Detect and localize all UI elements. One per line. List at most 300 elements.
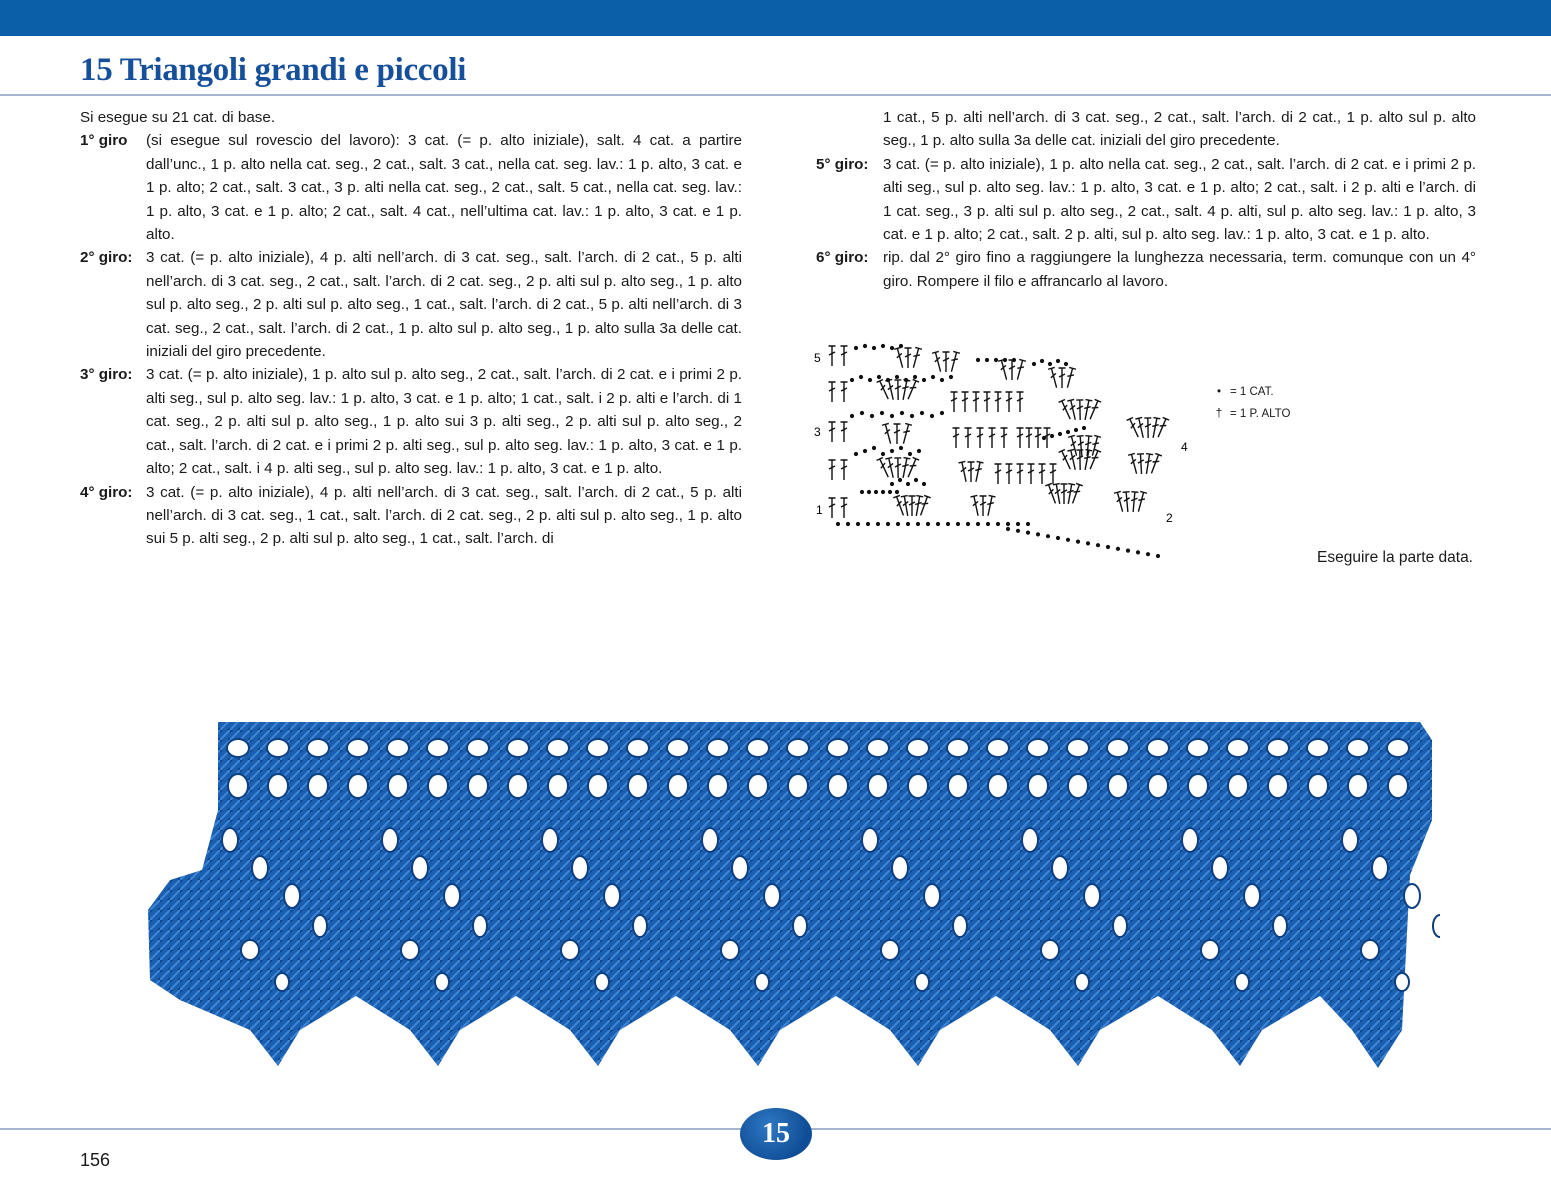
round-label: 5° giro: xyxy=(816,155,869,173)
chain-stitch-symbol xyxy=(881,344,885,348)
round-label: 4° giro: xyxy=(80,483,133,501)
chain-stitch-symbol xyxy=(856,522,860,526)
double-crochet-symbol xyxy=(1130,492,1139,513)
chain-stitch-symbol xyxy=(906,522,910,526)
lace-hole xyxy=(1182,828,1198,852)
lace-hole xyxy=(1022,828,1038,852)
lace-hole xyxy=(1308,774,1328,798)
chain-stitch-symbol xyxy=(1016,522,1020,526)
double-crochet-symbol xyxy=(989,428,996,448)
double-crochet-symbol xyxy=(1028,464,1035,484)
double-crochet-symbol xyxy=(829,498,836,518)
lace-hole xyxy=(988,774,1008,798)
double-crochet-symbol xyxy=(984,392,991,412)
lace-hole xyxy=(1113,915,1127,937)
chain-stitch-symbol xyxy=(1003,358,1007,362)
double-crochet-symbol xyxy=(1123,492,1132,513)
double-crochet-symbol xyxy=(948,351,960,372)
double-crochet-symbol xyxy=(980,496,987,516)
chain-stitch-symbol xyxy=(1056,536,1060,540)
lace-hole xyxy=(828,774,848,798)
round-text: 3 cat. (= p. alto iniziale), 4 p. alti nell’arch. di 3 cat. seg., salt. l’arch. di 2 cat., 5 p. alti nell’arch. di 3 cat. seg., 2 cat., salt. l’arch. di 2 cat. seg., 2 p. alti sul p. alto seg., 1 p. alto sul p. alto seg., 2 p. alti sul p. alto seg., 1 cat., salt. l’arch. di 2 cat., 5 p. alti nell’arch. di 3 cat. seg., 2 cat., salt. l’arch. di 2 cat., 1 p. alto sul p. alto seg., 1 p. alto sulla 3a delle cat. iniziali del giro precedente. xyxy=(146,249,742,361)
lace-hole xyxy=(1075,973,1089,991)
lace-hole xyxy=(1201,940,1219,960)
lace-hole xyxy=(444,884,460,908)
diagram-caption: Eseguire la parte data. xyxy=(1317,549,1473,566)
lace-hole xyxy=(508,774,528,798)
double-crochet-symbol xyxy=(829,422,836,442)
lace-hole xyxy=(1273,915,1287,937)
round-label: 6° giro: xyxy=(816,249,869,267)
chain-stitch-symbol xyxy=(836,522,840,526)
chain-stitch-symbol xyxy=(1156,554,1160,558)
double-crochet-symbol xyxy=(973,392,980,412)
chain-stitch-symbol xyxy=(1146,552,1150,556)
double-crochet-symbol xyxy=(1068,435,1080,456)
chain-stitch-symbol xyxy=(1050,434,1054,438)
lace-hole xyxy=(707,739,729,757)
lace-hole xyxy=(732,856,748,880)
double-crochet-symbol xyxy=(1017,464,1024,484)
double-crochet-symbol xyxy=(1014,359,1026,380)
double-crochet-symbol xyxy=(1135,491,1147,512)
lace-hole xyxy=(268,774,288,798)
chain-stitch-symbol xyxy=(1042,436,1046,440)
lace-hole xyxy=(953,915,967,937)
chain-stitch-symbol xyxy=(985,358,989,362)
chain-stitch-symbol xyxy=(900,411,904,415)
double-crochet-symbol xyxy=(1035,428,1042,448)
chain-stitch-symbol xyxy=(899,446,903,450)
lace-hole xyxy=(987,739,1009,757)
chain-stitch-symbol xyxy=(1006,522,1010,526)
lace-hole xyxy=(473,915,487,937)
double-crochet-symbol xyxy=(1137,454,1145,474)
chain-stitch-symbol xyxy=(890,414,894,418)
lace-hole xyxy=(908,774,928,798)
lace-hole xyxy=(588,774,608,798)
lace-hole xyxy=(1228,774,1248,798)
lace-hole xyxy=(222,828,238,852)
double-crochet-symbol xyxy=(1017,392,1024,412)
double-crochet-symbol xyxy=(1077,436,1086,457)
double-crochet-symbol xyxy=(968,462,975,482)
chain-stitch-symbol xyxy=(994,358,998,362)
double-crochet-symbol xyxy=(984,495,995,516)
round-4-continued: 1 cat., 5 p. alti nell’arch. di 3 cat. seg., 2 cat., salt. l’arch. di 2 cat., 1 p. alto sul p. alto seg., 1 p. alto sulla 3a delle cat. iniziali del giro precedente. xyxy=(883,109,1476,150)
crochet-lace-photo xyxy=(140,700,1440,1070)
lace-hole xyxy=(1067,739,1089,757)
lace-hole xyxy=(702,828,718,852)
double-crochet-symbol xyxy=(1076,450,1083,470)
lace-hole xyxy=(862,828,878,852)
page-title: 15 Triangoli grandi e piccoli xyxy=(80,52,467,88)
chain-stitch-symbol xyxy=(926,522,930,526)
lace-hole xyxy=(412,856,428,880)
lace-hole xyxy=(572,856,588,880)
lace-hole xyxy=(1347,739,1369,757)
double-crochet-symbol xyxy=(894,458,901,478)
chain-stitch-symbol xyxy=(868,378,872,382)
double-crochet-symbol xyxy=(905,348,912,368)
lace-hole xyxy=(1041,940,1059,960)
lace-hole xyxy=(867,739,889,757)
chain-stitch-symbol xyxy=(1016,529,1020,533)
double-crochet-symbol xyxy=(1006,464,1013,484)
double-crochet-symbol xyxy=(995,392,1002,412)
lace-hole xyxy=(401,940,419,960)
chain-stitch-symbol xyxy=(888,490,892,494)
row-label-5: 5 xyxy=(814,351,821,365)
double-crochet-symbol xyxy=(1114,491,1126,512)
chain-stitch-symbol xyxy=(896,522,900,526)
lace-hole xyxy=(1188,774,1208,798)
chain-stitch-symbol xyxy=(890,482,894,486)
chain-stitch-symbol xyxy=(976,358,980,362)
double-crochet-symbol xyxy=(1084,436,1093,457)
chain-stitch-symbol xyxy=(1046,534,1050,538)
double-crochet-symbol xyxy=(900,423,912,444)
lace-hole xyxy=(1235,973,1249,991)
double-crochet-symbol xyxy=(841,346,848,366)
round-2 xyxy=(80,246,742,363)
row-label-3: 3 xyxy=(814,425,821,439)
lace-hole xyxy=(628,774,648,798)
double-crochet-symbol xyxy=(1089,435,1101,456)
double-crochet-symbol xyxy=(1050,464,1057,484)
chain-stitch-symbol xyxy=(1036,532,1040,536)
double-crochet-symbol xyxy=(882,423,894,444)
chain-stitch-symbol xyxy=(877,375,881,379)
chain-stitch-symbol xyxy=(906,482,910,486)
double-crochet-symbol xyxy=(829,382,836,402)
round-text: (si esegue sul rovescio del lavoro): 3 cat. (= p. alto iniziale), salt. 4 cat. a partire dall’unc., 1 p. alto nella cat. seg., 2 cat., salt. 3 cat., nella cat. seg. lav.: 1 p. alto, 3 cat. e 1 p. alto; 2 cat., salt. 3 cat., 3 p. alti nella cat. seg., 2 cat., salt. 5 cat., nella cat. seg. lav.: 1 p. alto, 3 cat. e 1 p. alto; 2 cat., salt. 4 cat., nell’ultima cat. lav.: 1 p. alto, 3 cat. e 1 p. alto. xyxy=(146,132,742,244)
double-crochet-symbol xyxy=(1064,367,1076,388)
lace-hole xyxy=(267,739,289,757)
round-label: 1° giro xyxy=(80,132,128,150)
lace-hole xyxy=(507,739,529,757)
round-label: 3° giro: xyxy=(80,366,133,384)
row-label-2: 2 xyxy=(1166,511,1173,525)
lace-hole xyxy=(668,774,688,798)
chain-stitch-symbol xyxy=(876,522,880,526)
chain-stitch-symbol xyxy=(986,522,990,526)
lace-hole xyxy=(1244,884,1260,908)
chain-stitch-symbol xyxy=(846,522,850,526)
chain-stitch-symbol xyxy=(872,446,876,450)
double-crochet-icon: † xyxy=(1215,408,1223,420)
chain-stitch-symbol xyxy=(886,378,890,382)
chain-stitch-symbol xyxy=(850,414,854,418)
double-crochet-symbol xyxy=(977,428,984,448)
chain-stitch-symbol xyxy=(940,378,944,382)
lace-hole xyxy=(1372,856,1388,880)
lace-hole xyxy=(1068,774,1088,798)
chain-stitch-symbol xyxy=(1026,522,1030,526)
chain-stitch-symbol xyxy=(996,522,1000,526)
round-text: 3 cat. (= p. alto iniziale), 4 p. alti nell’arch. di 3 cat. seg., salt. l’arch. di 2 cat., 5 p. alti nell’arch. di 3 cat. seg., 1 cat., salt. l’arch. di 2 cat. seg., 2 p. alti sul p. alto seg., 1 p. alto sui 5 p. alti seg., 2 p. alti sul p. alto seg., 1 cat., salt. l’arch. di xyxy=(146,483,742,548)
chain-stitch-symbol xyxy=(1106,545,1110,549)
chain-stitch-symbol xyxy=(854,346,858,350)
lace-hole xyxy=(1148,774,1168,798)
chain-stitch-symbol xyxy=(917,449,921,453)
instructions-right-column xyxy=(816,106,1476,293)
lace-hole xyxy=(1027,739,1049,757)
chain-stitch-symbol xyxy=(910,414,914,418)
chain-stitch-symbol xyxy=(914,478,918,482)
lace-hole xyxy=(788,774,808,798)
chain-stitch-symbol xyxy=(850,378,854,382)
round-text: rip. dal 2° giro fino a raggiungere la lunghezza necessaria, term. comunque con un 4° giro. Rompere il filo e affrancarlo al lavoro. xyxy=(883,249,1476,290)
double-crochet-symbol xyxy=(1026,428,1033,448)
lace-hole xyxy=(1388,774,1408,798)
lace-hole xyxy=(382,828,398,852)
round-text: 3 cat. (= p. alto iniziale), 1 p. alto sul p. alto seg., 2 cat., salt. l’arch. di 2 cat. e i primi 2 p. alti seg., sul p. alto seg. lav.: 1 p. alto, 3 cat. e 1 p. alto; 1 cat., salt. i 2 p. alti e l’arch. di 1 cat. seg., 2 p. alti sul p. alto seg., 1 p. alto sui 3 p. alti seg., 2 p. alti sul p. alto seg., 2 cat., salt. l’arch. di 2 cat. e i primi 2 p. alti seg., sul p. alto seg. lav.: 1 p. alto, 3 cat. e 1 p. alto; 2 cat., salt. i 4 p. alti seg., sul p. alto seg. lav.: 1 p. alto, 3 cat. e 1 p. alto. xyxy=(146,366,742,478)
lace-hole xyxy=(892,856,908,880)
lace-hole xyxy=(308,774,328,798)
chain-stitch-symbol xyxy=(930,414,934,418)
chain-stitch-symbol xyxy=(890,449,894,453)
chain-stitch-symbol xyxy=(860,411,864,415)
lace-hole xyxy=(548,774,568,798)
double-crochet-symbol xyxy=(894,347,906,368)
lace-hole xyxy=(1107,739,1129,757)
chain-stitch-symbol xyxy=(1066,538,1070,542)
legend-label: = 1 CAT. xyxy=(1230,386,1274,398)
lace-hole xyxy=(561,940,579,960)
chain-stitch-symbol xyxy=(1074,428,1078,432)
lace-hole xyxy=(633,915,647,937)
lace-hole xyxy=(907,739,929,757)
lace-hole xyxy=(547,739,569,757)
lace-hole xyxy=(241,940,259,960)
chain-stitch-symbol xyxy=(874,490,878,494)
double-crochet-symbol xyxy=(1144,418,1151,438)
instructions-left-column xyxy=(80,106,742,551)
double-crochet-symbol xyxy=(829,346,836,366)
lace-hole xyxy=(827,739,849,757)
double-crochet-symbol xyxy=(1039,464,1046,484)
double-crochet-symbol xyxy=(951,392,958,412)
pattern-number-badge: 15 xyxy=(740,1108,812,1160)
double-crochet-symbol xyxy=(1061,484,1068,504)
lace-hole xyxy=(1342,828,1358,852)
lace-hole xyxy=(627,739,649,757)
chain-stitch-symbol xyxy=(916,522,920,526)
lace-hole xyxy=(1212,856,1228,880)
chain-stitch-symbol xyxy=(859,375,863,379)
round-3 xyxy=(80,363,742,480)
lace-hole xyxy=(1084,884,1100,908)
legend-label: = 1 P. ALTO xyxy=(1230,408,1291,420)
chain-stitch-symbol xyxy=(860,490,864,494)
lace-hole xyxy=(1267,739,1289,757)
double-crochet-symbol xyxy=(1076,400,1083,420)
chain-stitch-symbol xyxy=(940,411,944,415)
lace-hole xyxy=(428,774,448,798)
lace-hole xyxy=(348,774,368,798)
top-color-band xyxy=(0,0,1551,36)
chart-legend xyxy=(1212,386,1332,436)
lace-hole xyxy=(387,739,409,757)
lace-hole xyxy=(284,884,300,908)
lace-hole xyxy=(881,940,899,960)
title-divider xyxy=(0,94,1551,96)
round-6 xyxy=(816,246,1476,293)
lace-hole xyxy=(228,774,248,798)
double-crochet-symbol xyxy=(1017,428,1024,448)
chain-stitch-symbol xyxy=(870,414,874,418)
chain-stitch-symbol xyxy=(956,522,960,526)
lace-hole xyxy=(1348,774,1368,798)
lace-hole xyxy=(468,774,488,798)
lace-hole xyxy=(1307,739,1329,757)
lace-hole xyxy=(313,915,327,937)
lace-hole xyxy=(1404,884,1420,908)
lace-hole xyxy=(868,774,888,798)
chain-stitch-symbol xyxy=(899,344,903,348)
double-crochet-symbol xyxy=(1128,453,1140,474)
lace-hole xyxy=(587,739,609,757)
legend-chain xyxy=(1212,386,1274,398)
chain-stitch-symbol xyxy=(866,522,870,526)
chain-stitch-symbol xyxy=(1136,550,1140,554)
chain-stitch-symbol xyxy=(1076,540,1080,544)
double-crochet-symbol xyxy=(943,352,950,372)
chain-stitch-symbol xyxy=(908,452,912,456)
chain-stitch-symbol xyxy=(922,378,926,382)
lace-hole xyxy=(793,915,807,937)
crochet-chart-diagram xyxy=(808,334,1208,570)
lace-hole xyxy=(924,884,940,908)
chain-stitch-symbol xyxy=(1066,430,1070,434)
chain-stitch-symbol xyxy=(1006,527,1010,531)
lace-hole xyxy=(227,739,249,757)
lace-hole xyxy=(595,973,609,991)
intro-text: Si esegue su 21 cat. di base. xyxy=(80,109,276,126)
chain-stitch-symbol xyxy=(922,482,926,486)
lace-hole xyxy=(1227,739,1249,757)
chain-stitch-symbol xyxy=(895,490,899,494)
lace-hole xyxy=(1108,774,1128,798)
double-crochet-symbol xyxy=(1009,360,1016,380)
page-number: 156 xyxy=(80,1150,111,1170)
double-crochet-symbol xyxy=(953,428,960,448)
chain-stitch-symbol xyxy=(1064,362,1068,366)
chain-stitch-symbol xyxy=(881,452,885,456)
round-label: 2° giro: xyxy=(80,249,133,267)
lace-hole xyxy=(1387,739,1409,757)
chain-stitch-symbol xyxy=(1048,362,1052,366)
chain-stitch-symbol xyxy=(867,490,871,494)
lace-hole xyxy=(435,973,449,991)
double-crochet-symbol xyxy=(841,422,848,442)
chain-stitch-symbol xyxy=(863,344,867,348)
lace-hole xyxy=(252,856,268,880)
chain-stitch-symbol xyxy=(946,522,950,526)
double-crochet-symbol xyxy=(970,495,981,516)
chain-stitch-symbol xyxy=(854,452,858,456)
chain-stitch-symbol xyxy=(1116,547,1120,551)
chain-stitch-symbol xyxy=(880,411,884,415)
double-crochet-symbol xyxy=(1059,368,1066,388)
chain-stitch-symbol xyxy=(1026,531,1030,535)
chain-stitch-symbol xyxy=(886,522,890,526)
chain-stitch-symbol xyxy=(904,378,908,382)
lace-hole xyxy=(542,828,558,852)
lace-hole xyxy=(787,739,809,757)
row-label-4: 4 xyxy=(1181,440,1188,454)
row-label-1: 1 xyxy=(816,503,823,517)
lace-hole xyxy=(708,774,728,798)
double-crochet-symbol xyxy=(958,461,969,482)
chain-stitch-symbol xyxy=(1058,432,1062,436)
lace-hole xyxy=(667,739,689,757)
chain-stitch-symbol xyxy=(1126,549,1130,553)
chain-stitch-symbol xyxy=(1056,359,1060,363)
lace-hole xyxy=(747,739,769,757)
lace-hole xyxy=(1433,915,1440,937)
lace-hole xyxy=(948,774,968,798)
lace-hole xyxy=(427,739,449,757)
lace-hole xyxy=(764,884,780,908)
chain-stitch-symbol xyxy=(913,375,917,379)
chain-stitch-symbol xyxy=(898,478,902,482)
double-crochet-symbol xyxy=(1148,453,1162,474)
chain-stitch-symbol xyxy=(1096,543,1100,547)
lace-hole xyxy=(604,884,620,908)
lace-hole xyxy=(1052,856,1068,880)
lace-hole xyxy=(1395,973,1409,991)
chain-stitch-symbol xyxy=(976,522,980,526)
round-5 xyxy=(816,153,1476,247)
double-crochet-symbol xyxy=(965,428,972,448)
chain-stitch-icon: • xyxy=(1216,386,1222,398)
chain-stitch-symbol xyxy=(872,346,876,350)
lace-hole xyxy=(347,739,369,757)
lace-hole xyxy=(947,739,969,757)
round-1 xyxy=(80,129,742,246)
lace-hole xyxy=(275,973,289,991)
round-text: 3 cat. (= p. alto iniziale), 1 p. alto nella cat. seg., 2 cat., salt. l’arch. di 2 cat. e i primi 2 p. alti seg., sul p. alto seg. lav.: 1 p. alto, 3 cat. e 1 p. alto; 2 cat., salt. i 2 p. alti e l’arch. di 1 cat. seg., 3 p. alti sul p. alto seg., 2 cat., salt. 4 p. alti, sul p. alto seg. lav.: 1 p. alto, 3 cat. e 1 p. alto; 2 cat., salt. 2 p. alti, sul p. alto seg. lav.: 1 p. alto, 3 cat. e 1 p. alto. xyxy=(883,155,1476,244)
double-crochet-symbol xyxy=(972,461,983,482)
double-crochet-symbol xyxy=(995,464,1002,484)
lace-hole xyxy=(307,739,329,757)
chain-stitch-symbol xyxy=(936,522,940,526)
lace-hole xyxy=(1268,774,1288,798)
double-crochet-symbol xyxy=(841,460,848,480)
double-crochet-symbol xyxy=(894,424,901,444)
chain-stitch-symbol xyxy=(1082,426,1086,430)
lace-hole xyxy=(467,739,489,757)
round-4 xyxy=(80,481,742,551)
chain-stitch-symbol xyxy=(931,375,935,379)
double-crochet-symbol xyxy=(894,380,901,400)
chain-stitch-symbol xyxy=(1040,359,1044,363)
lace-hole xyxy=(915,973,929,991)
lace-hole xyxy=(1361,940,1379,960)
lace-hole xyxy=(755,973,769,991)
lace-hole xyxy=(1028,774,1048,798)
double-crochet-symbol xyxy=(841,498,848,518)
double-crochet-symbol xyxy=(998,359,1010,380)
lace-hole xyxy=(388,774,408,798)
chain-stitch-symbol xyxy=(949,375,953,379)
chain-stitch-symbol xyxy=(1032,362,1036,366)
double-crochet-symbol xyxy=(910,347,922,368)
double-crochet-symbol xyxy=(829,460,836,480)
chain-stitch-symbol xyxy=(895,375,899,379)
